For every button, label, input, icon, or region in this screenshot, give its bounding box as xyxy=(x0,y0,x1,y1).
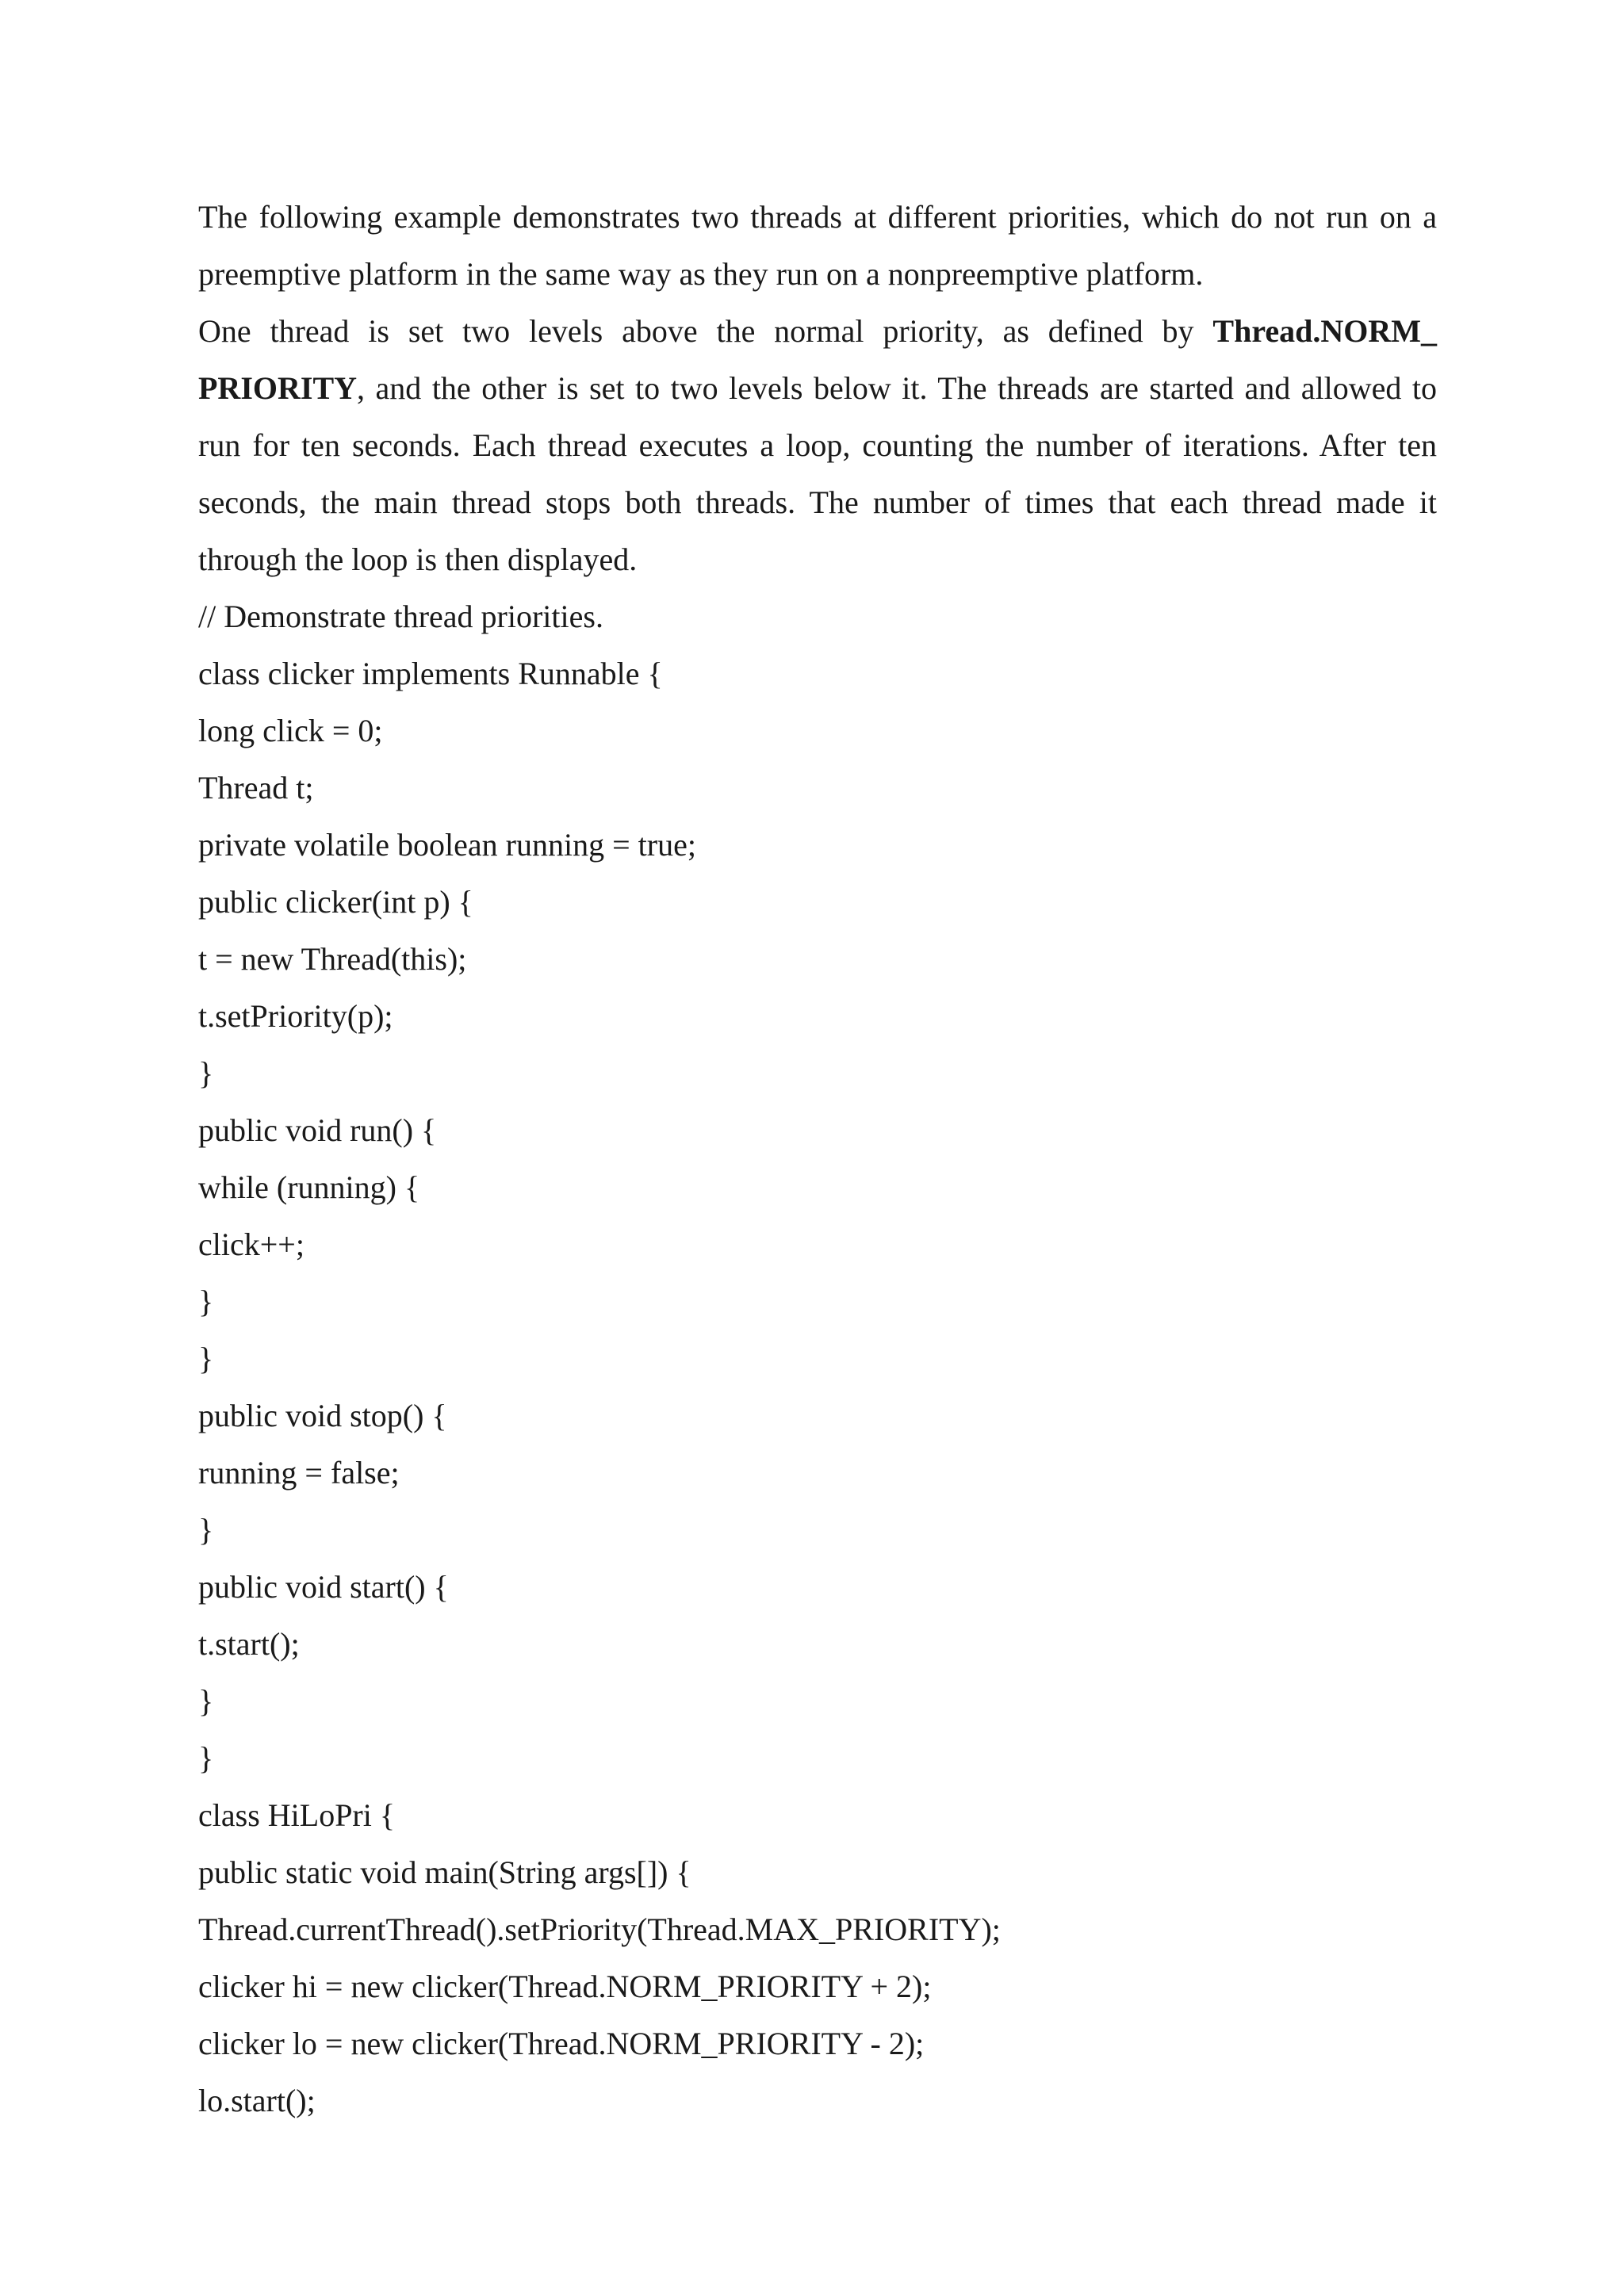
page-content xyxy=(198,189,1437,2130)
code-line: public static void main(String args[]) { xyxy=(198,1854,691,1890)
code-line: lo.start(); xyxy=(198,2083,316,2118)
code-line: clicker hi = new clicker(Thread.NORM_PRIORITY + 2); xyxy=(198,1969,932,2004)
code-line: } xyxy=(198,1055,214,1091)
code-line: class HiLoPri { xyxy=(198,1797,396,1833)
code-listing xyxy=(198,588,1437,2130)
code-line: running = false; xyxy=(198,1455,400,1490)
code-line: private volatile boolean running = true; xyxy=(198,827,696,863)
code-line: public void run() { xyxy=(198,1112,437,1148)
code-line: long click = 0; xyxy=(198,713,383,748)
code-line: public void stop() { xyxy=(198,1398,447,1433)
code-line: t.setPriority(p); xyxy=(198,998,393,1034)
code-line: } xyxy=(198,1341,214,1376)
code-line: while (running) { xyxy=(198,1169,420,1205)
code-line: Thread t; xyxy=(198,770,314,806)
code-line: t = new Thread(this); xyxy=(198,941,467,977)
code-line: click++; xyxy=(198,1226,304,1262)
code-line: public clicker(int p) { xyxy=(198,884,473,920)
intro-paragraph-2-end: , and the other is set to two levels below it. The threads are started and allowed to run for ten seconds. Each thread executes a loop, counting the number of iterations. After ten seconds, the main thread stops both threads. The number of times that each thread made it through the loop is then displayed. xyxy=(198,370,1437,577)
code-line: Thread.currentThread().setPriority(Thread.MAX_PRIORITY); xyxy=(198,1911,1001,1947)
code-line: } xyxy=(198,1512,214,1548)
code-line: t.start(); xyxy=(198,1626,300,1662)
code-line: class clicker implements Runnable { xyxy=(198,656,663,691)
code-line: // Demonstrate thread priorities. xyxy=(198,599,603,634)
code-line: } xyxy=(198,1740,214,1776)
intro-paragraph-2 xyxy=(198,303,1437,588)
code-line: } xyxy=(198,1683,214,1719)
code-line: public void start() { xyxy=(198,1569,449,1605)
code-line: } xyxy=(198,1284,214,1319)
intro-paragraph-2-bold: Thread.NORM_ PRIORITY xyxy=(198,313,1437,406)
intro-paragraph-1: The following example demonstrates two threads at different priorities, which do not run on a preemptive platform in the same way as they run on a nonpreemptive platform. xyxy=(198,199,1437,292)
code-line: clicker lo = new clicker(Thread.NORM_PRIORITY - 2); xyxy=(198,2026,925,2061)
intro-paragraph-2-start: One thread is set two levels above the normal priority, as defined by xyxy=(198,313,1213,349)
